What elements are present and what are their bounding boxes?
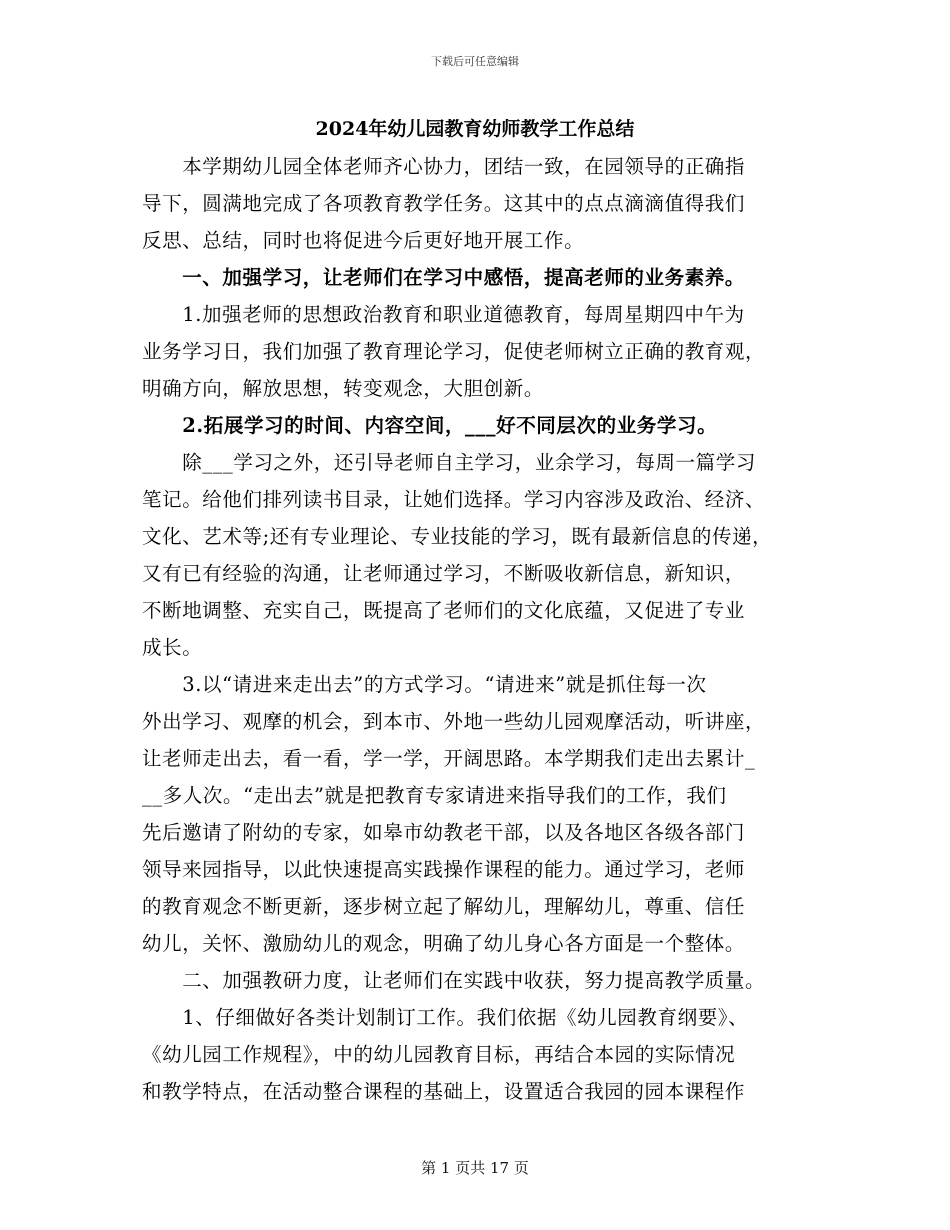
page-footer: 第 1 页共 17 页 — [421, 1159, 529, 1177]
section-heading: 二、加强教研力度，让老师们在实践中收获，努力提高教学质量。 — [142, 969, 766, 992]
document-title: 2024年幼儿园教育幼师教学工作总结 — [315, 118, 635, 140]
paragraph-line: 明确方向，解放思想，转变观念，大胆创新。 — [142, 377, 545, 400]
paragraph-line: 反思、总结，同时也将促进今后更好地开展工作。 — [142, 229, 585, 252]
paragraph-line: 幼儿，关怀、激励幼儿的观念，明确了幼儿身心各方面是一个整体。 — [142, 932, 746, 955]
paragraph-line: 导下，圆满地完成了各项教育教学任务。这其中的点点滴滴值得我们 — [142, 192, 746, 215]
paragraph-line: 3.以“请进来走出去”的方式学习。“请进来”就是抓住每一次 — [142, 673, 707, 696]
paragraph-line: 的教育观念不断更新，逐步树立起了解幼儿，理解幼儿，尊重、信任 — [142, 895, 746, 918]
paragraph-line: 业务学习日，我们加强了教育理论学习，促使老师树立正确的教育观， — [142, 340, 766, 363]
paragraph-line: 不断地调整、充实自己，既提高了老师们的文化底蕴，又促进了专业 — [142, 599, 746, 622]
paragraph-line: 除___学习之外，还引导老师自主学习，业余学习，每周一篇学习 — [142, 451, 756, 474]
paragraph-line: 领导来园指导，以此快速提高实践操作课程的能力。通过学习，老师 — [142, 858, 746, 881]
section-heading: 一、加强学习，让老师们在学习中感悟，提高老师的业务素养。 — [142, 266, 746, 289]
paragraph-line: 又有已有经验的沟通，让老师通过学习，不断吸收新信息，新知识， — [142, 562, 746, 585]
paragraph-line: 先后邀请了附幼的专家，如皋市幼教老干部，以及各地区各级各部门 — [142, 821, 746, 844]
paragraph-line: 1、仔细做好各类计划制订工作。我们依据《幼儿园教育纲要》、 — [142, 1006, 749, 1029]
paragraph-line: 《幼儿园工作规程》，中的幼儿园教育目标，再结合本园的实际情况 — [142, 1043, 736, 1066]
paragraph-line: 和教学特点，在活动整合课程的基础上，设置适合我园的园本课程作 — [142, 1080, 746, 1103]
paragraph-line: 让老师走出去，看一看，学一学，开阔思路。本学期我们走出去累计_ — [142, 747, 756, 770]
page-header: 下载后可任意编辑 — [431, 55, 519, 68]
paragraph-line: 外出学习、观摩的机会，到本市、外地一些幼儿园观摩活动，听讲座， — [142, 710, 766, 733]
paragraph-line: __多人次。“走出去”就是把教育专家请进来指导我们的工作，我们 — [142, 784, 727, 807]
paragraph-line: 1.加强老师的思想政治教育和职业道德教育，每周星期四中午为 — [142, 303, 745, 326]
paragraph-line: 成长。 — [142, 636, 203, 659]
paragraph-line: 笔记。给他们排列读书目录，让她们选择。学习内容涉及政治、经济、 — [142, 488, 766, 511]
paragraph-line: 本学期幼儿园全体老师齐心协力，团结一致，在园领导的正确指 — [142, 155, 746, 178]
paragraph-line: 文化、艺术等;还有专业理论、专业技能的学习，既有最新信息的传递， — [142, 525, 773, 548]
subsection-heading: 2.拓展学习的时间、内容空间，___好不同层次的业务学习。 — [142, 414, 718, 437]
